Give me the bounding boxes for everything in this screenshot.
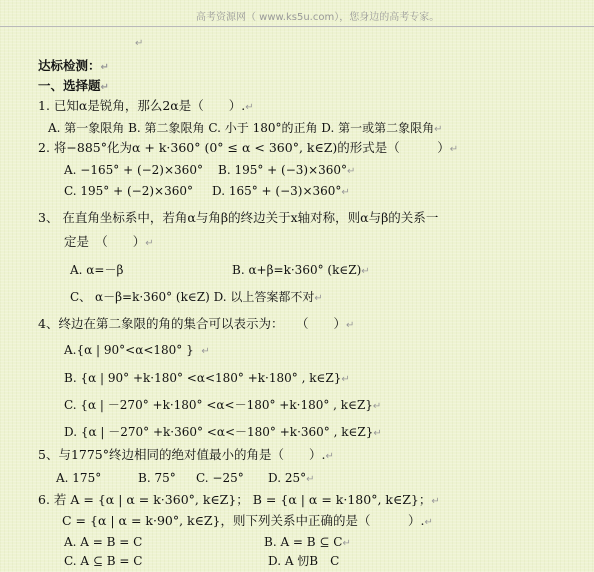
- section-title: 达标检测：↵: [38, 58, 109, 73]
- question-3-option-cd: C、 α－β=k·360° (k∈Z) D. 以上答案都不对↵: [70, 290, 323, 304]
- question-3-option-b: B. α+β=k·360° (k∈Z)↵: [232, 263, 370, 277]
- question-5-option-a: A. 175°: [56, 471, 102, 485]
- question-4-option-d: D. {α | －270° +k·360° <α<－180° +k·360° , k∈Z}↵: [64, 425, 382, 439]
- question-2-stem: 2. 将−885°化为α + k·360° (0° ≤ α < 360°, k∈Z)的形式是（ ）↵: [38, 140, 459, 155]
- question-1-options: A. 第一象限角 B. 第二象限角 C. 小于 180°的正角 D. 第一或第二象限角↵: [48, 121, 443, 135]
- question-2-option-b: B. 195° + (−3)×360°↵: [218, 163, 356, 177]
- header-text: 高考资源网（ www.ks5u.com），您身边的高考专家。: [196, 12, 440, 23]
- question-2-option-a: A. −165° + (−2)×360°: [64, 163, 203, 177]
- question-4-option-a: A.{α | 90°<α<180° } ↵: [64, 343, 210, 357]
- question-4-stem: 4、终边在第二象限的角的集合可以表示为： （ ）↵: [38, 316, 355, 331]
- question-2-option-c: C. 195° + (−2)×360°: [64, 184, 193, 198]
- question-2-option-d: D. 165° + (−3)×360°↵: [212, 184, 350, 198]
- question-6-option-d: D. A 㣼B C: [268, 554, 340, 568]
- question-5-option-b: B. 75°: [138, 471, 176, 485]
- question-5-option-c: C. −25°: [196, 471, 244, 485]
- question-6-option-b: B. A = B ⊆ C↵: [264, 535, 351, 549]
- subsection-title: 一、选择题↵: [38, 78, 109, 93]
- question-6-option-c: C. A ⊆ B = C: [64, 554, 143, 568]
- question-6-stem-line1: 6. 若 A = {α | α = k·360°, k∈Z}； B = {α | α = k·180°, k∈Z}；↵: [38, 492, 440, 507]
- page-header: [0, 8, 594, 27]
- paragraph-mark: ↵: [135, 38, 144, 49]
- question-5-option-d: D. 25°↵: [268, 471, 315, 485]
- question-5-stem: 5、与1775°终边相同的绝对值最小的角是（ ）.↵: [38, 447, 334, 462]
- question-4-option-c: C. {α | －270° +k·180° <α<－180° +k·180° , k∈Z}↵: [64, 398, 382, 412]
- question-6-option-a: A. A = B = C: [64, 535, 143, 549]
- question-6-stem-line2: C = {α | α = k·90°, k∈Z}，则下列关系中正确的是（ ）.↵: [62, 513, 433, 528]
- question-3-stem-line1: 3、 在直角坐标系中，若角α与角β的终边关于x轴对称，则α与β的关系一: [38, 210, 439, 225]
- question-4-option-b: B. {α | 90° +k·180° <α<180° +k·180° , k∈Z}↵: [64, 371, 350, 385]
- question-3-stem-line2: 定是 （ ）↵: [64, 234, 154, 249]
- question-3-option-a: A. α=－β: [70, 263, 124, 277]
- question-1-stem: 1. 已知α是锐角，那么2α是（ ）.↵: [38, 98, 254, 113]
